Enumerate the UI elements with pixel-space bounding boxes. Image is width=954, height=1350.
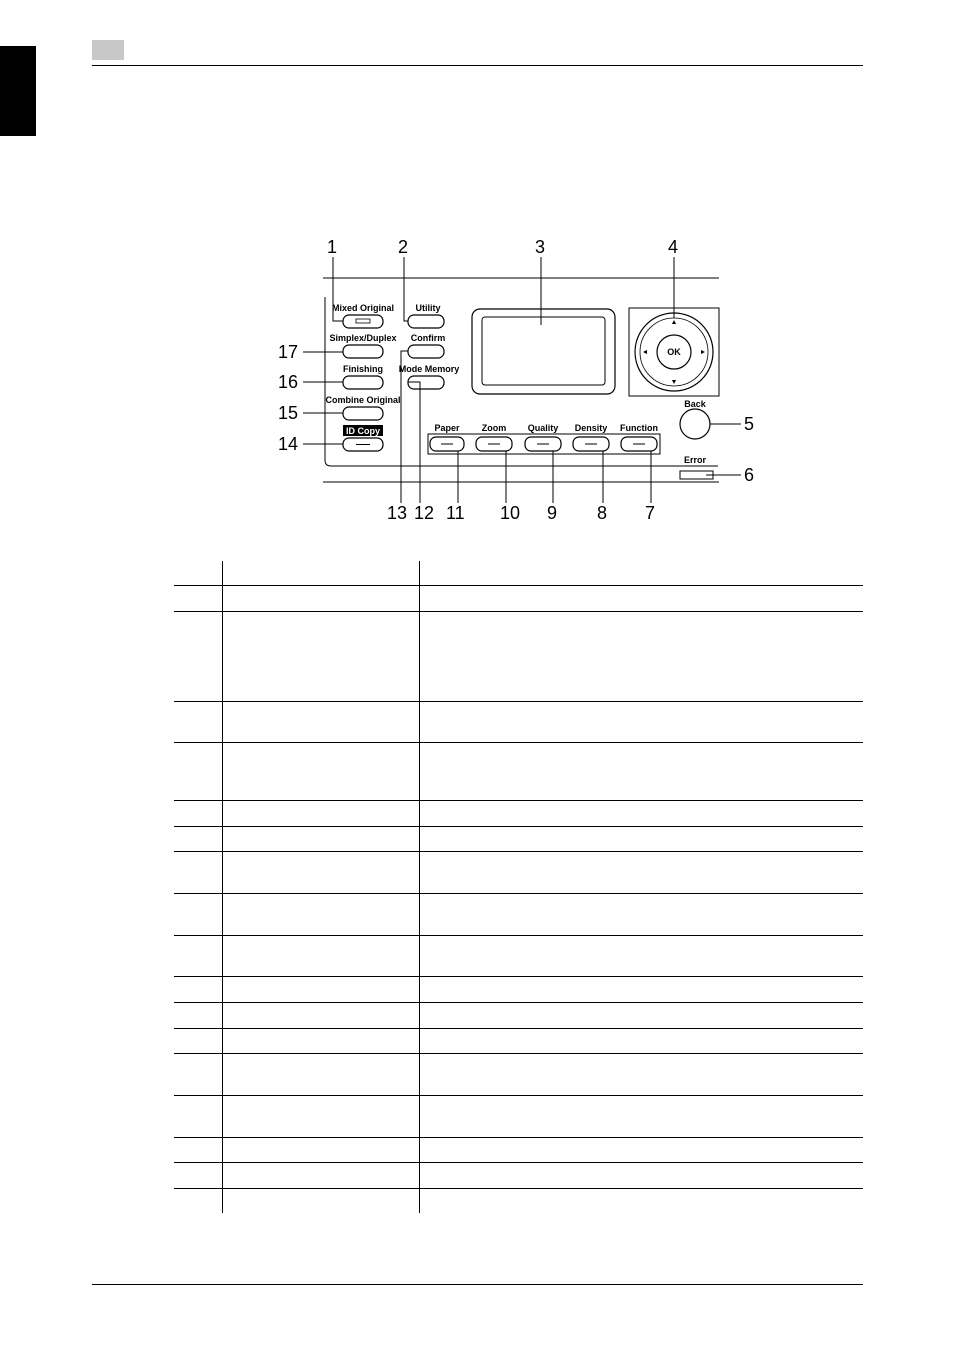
table-cell <box>420 826 864 851</box>
callout-5: 5 <box>744 414 755 434</box>
table-cell <box>223 701 420 742</box>
table-row <box>174 742 863 800</box>
density-label: Density <box>574 423 608 433</box>
simplex-duplex-button[interactable] <box>343 345 383 358</box>
table-cell <box>420 893 864 935</box>
finishing-button[interactable] <box>343 376 383 389</box>
callout-1: 1 <box>327 237 338 257</box>
table-cell <box>223 1162 420 1188</box>
callout-11: 11 <box>446 503 465 523</box>
callout-7: 7 <box>645 503 656 523</box>
table-cell <box>420 1188 864 1213</box>
table-cell <box>223 976 420 1002</box>
table-cell <box>420 742 864 800</box>
table-cell <box>223 1028 420 1053</box>
table-row <box>174 800 863 826</box>
table-header-row <box>174 561 863 585</box>
mixed-original-indicator <box>356 319 370 323</box>
table-row <box>174 851 863 893</box>
table-cell <box>420 976 864 1002</box>
callout-8: 8 <box>597 503 608 523</box>
parts-table <box>174 561 863 1213</box>
control-panel-diagram <box>0 0 954 560</box>
table-cell <box>420 1028 864 1053</box>
table-cell <box>174 800 223 826</box>
table-cell <box>174 611 223 701</box>
table-cell <box>174 851 223 893</box>
confirm-label: Confirm <box>410 333 446 343</box>
mixed-original-label: Mixed Original <box>331 303 395 313</box>
table-row <box>174 1137 863 1162</box>
id-copy-label: ID Copy <box>345 426 381 436</box>
table-cell <box>223 585 420 611</box>
table-row <box>174 1188 863 1213</box>
table-cell <box>174 561 223 585</box>
table-row <box>174 935 863 976</box>
table-cell <box>174 742 223 800</box>
utility-label: Utility <box>415 303 441 313</box>
display-screen <box>482 317 605 385</box>
table-cell <box>420 611 864 701</box>
table-row <box>174 1002 863 1028</box>
table-cell <box>420 1162 864 1188</box>
table-cell <box>174 935 223 976</box>
combine-original-label: Combine Original <box>325 395 401 405</box>
table-cell <box>223 561 420 585</box>
table-cell <box>174 893 223 935</box>
table-cell <box>420 1002 864 1028</box>
table-row <box>174 976 863 1002</box>
table-cell <box>174 1188 223 1213</box>
table-cell <box>223 935 420 976</box>
ok-label: OK <box>667 347 681 357</box>
callout-10: 10 <box>500 503 521 523</box>
back-label: Back <box>684 399 706 409</box>
utility-button[interactable] <box>408 315 444 328</box>
finishing-label: Finishing <box>343 364 383 374</box>
table-row <box>174 585 863 611</box>
back-button[interactable] <box>680 409 710 439</box>
table-cell <box>420 1053 864 1095</box>
table-cell <box>420 851 864 893</box>
simplex-duplex-label: Simplex/Duplex <box>329 333 397 343</box>
table-cell <box>174 1095 223 1137</box>
table-cell <box>223 1002 420 1028</box>
table-cell <box>174 1002 223 1028</box>
footer-rule <box>92 1284 863 1285</box>
table-cell <box>420 701 864 742</box>
callout-13: 13 <box>387 503 408 523</box>
error-label: Error <box>683 455 707 465</box>
table-cell <box>420 1137 864 1162</box>
confirm-button[interactable] <box>408 345 444 358</box>
callout-16: 16 <box>278 372 299 392</box>
callout-3: 3 <box>535 237 546 257</box>
table-cell <box>223 742 420 800</box>
callout-6: 6 <box>744 465 755 485</box>
quality-label: Quality <box>527 423 559 433</box>
table-cell <box>174 1137 223 1162</box>
combine-original-button[interactable] <box>343 407 383 420</box>
callout-14: 14 <box>278 434 299 454</box>
callout-2: 2 <box>398 237 409 257</box>
table-cell <box>223 826 420 851</box>
function-label: Function <box>620 423 658 433</box>
table-cell <box>174 1053 223 1095</box>
mode-memory-label: Mode Memory <box>398 364 460 374</box>
table-row <box>174 611 863 701</box>
table-cell <box>174 585 223 611</box>
table-cell <box>420 800 864 826</box>
table-row <box>174 1053 863 1095</box>
table-row <box>174 893 863 935</box>
table-cell <box>420 1095 864 1137</box>
callout-17: 17 <box>278 342 299 362</box>
table-cell <box>420 935 864 976</box>
table-cell <box>223 1188 420 1213</box>
table-cell <box>223 800 420 826</box>
table-cell <box>174 826 223 851</box>
table-cell <box>223 1053 420 1095</box>
table-cell <box>174 976 223 1002</box>
table-row <box>174 826 863 851</box>
table-cell <box>223 1137 420 1162</box>
paper-label: Paper <box>434 423 460 433</box>
zoom-label: Zoom <box>481 423 507 433</box>
table-row <box>174 1028 863 1053</box>
table-cell <box>420 561 864 585</box>
table-cell <box>174 1162 223 1188</box>
table-cell <box>223 893 420 935</box>
table-row <box>174 1162 863 1188</box>
table-cell <box>223 851 420 893</box>
callout-4: 4 <box>668 237 679 257</box>
table-row <box>174 701 863 742</box>
table-cell <box>223 611 420 701</box>
callout-15: 15 <box>278 403 299 423</box>
table-cell <box>223 1095 420 1137</box>
table-cell <box>174 701 223 742</box>
table-row <box>174 1095 863 1137</box>
callout-9: 9 <box>547 503 558 523</box>
table-cell <box>174 1028 223 1053</box>
callout-12: 12 <box>414 503 435 523</box>
table-cell <box>420 585 864 611</box>
